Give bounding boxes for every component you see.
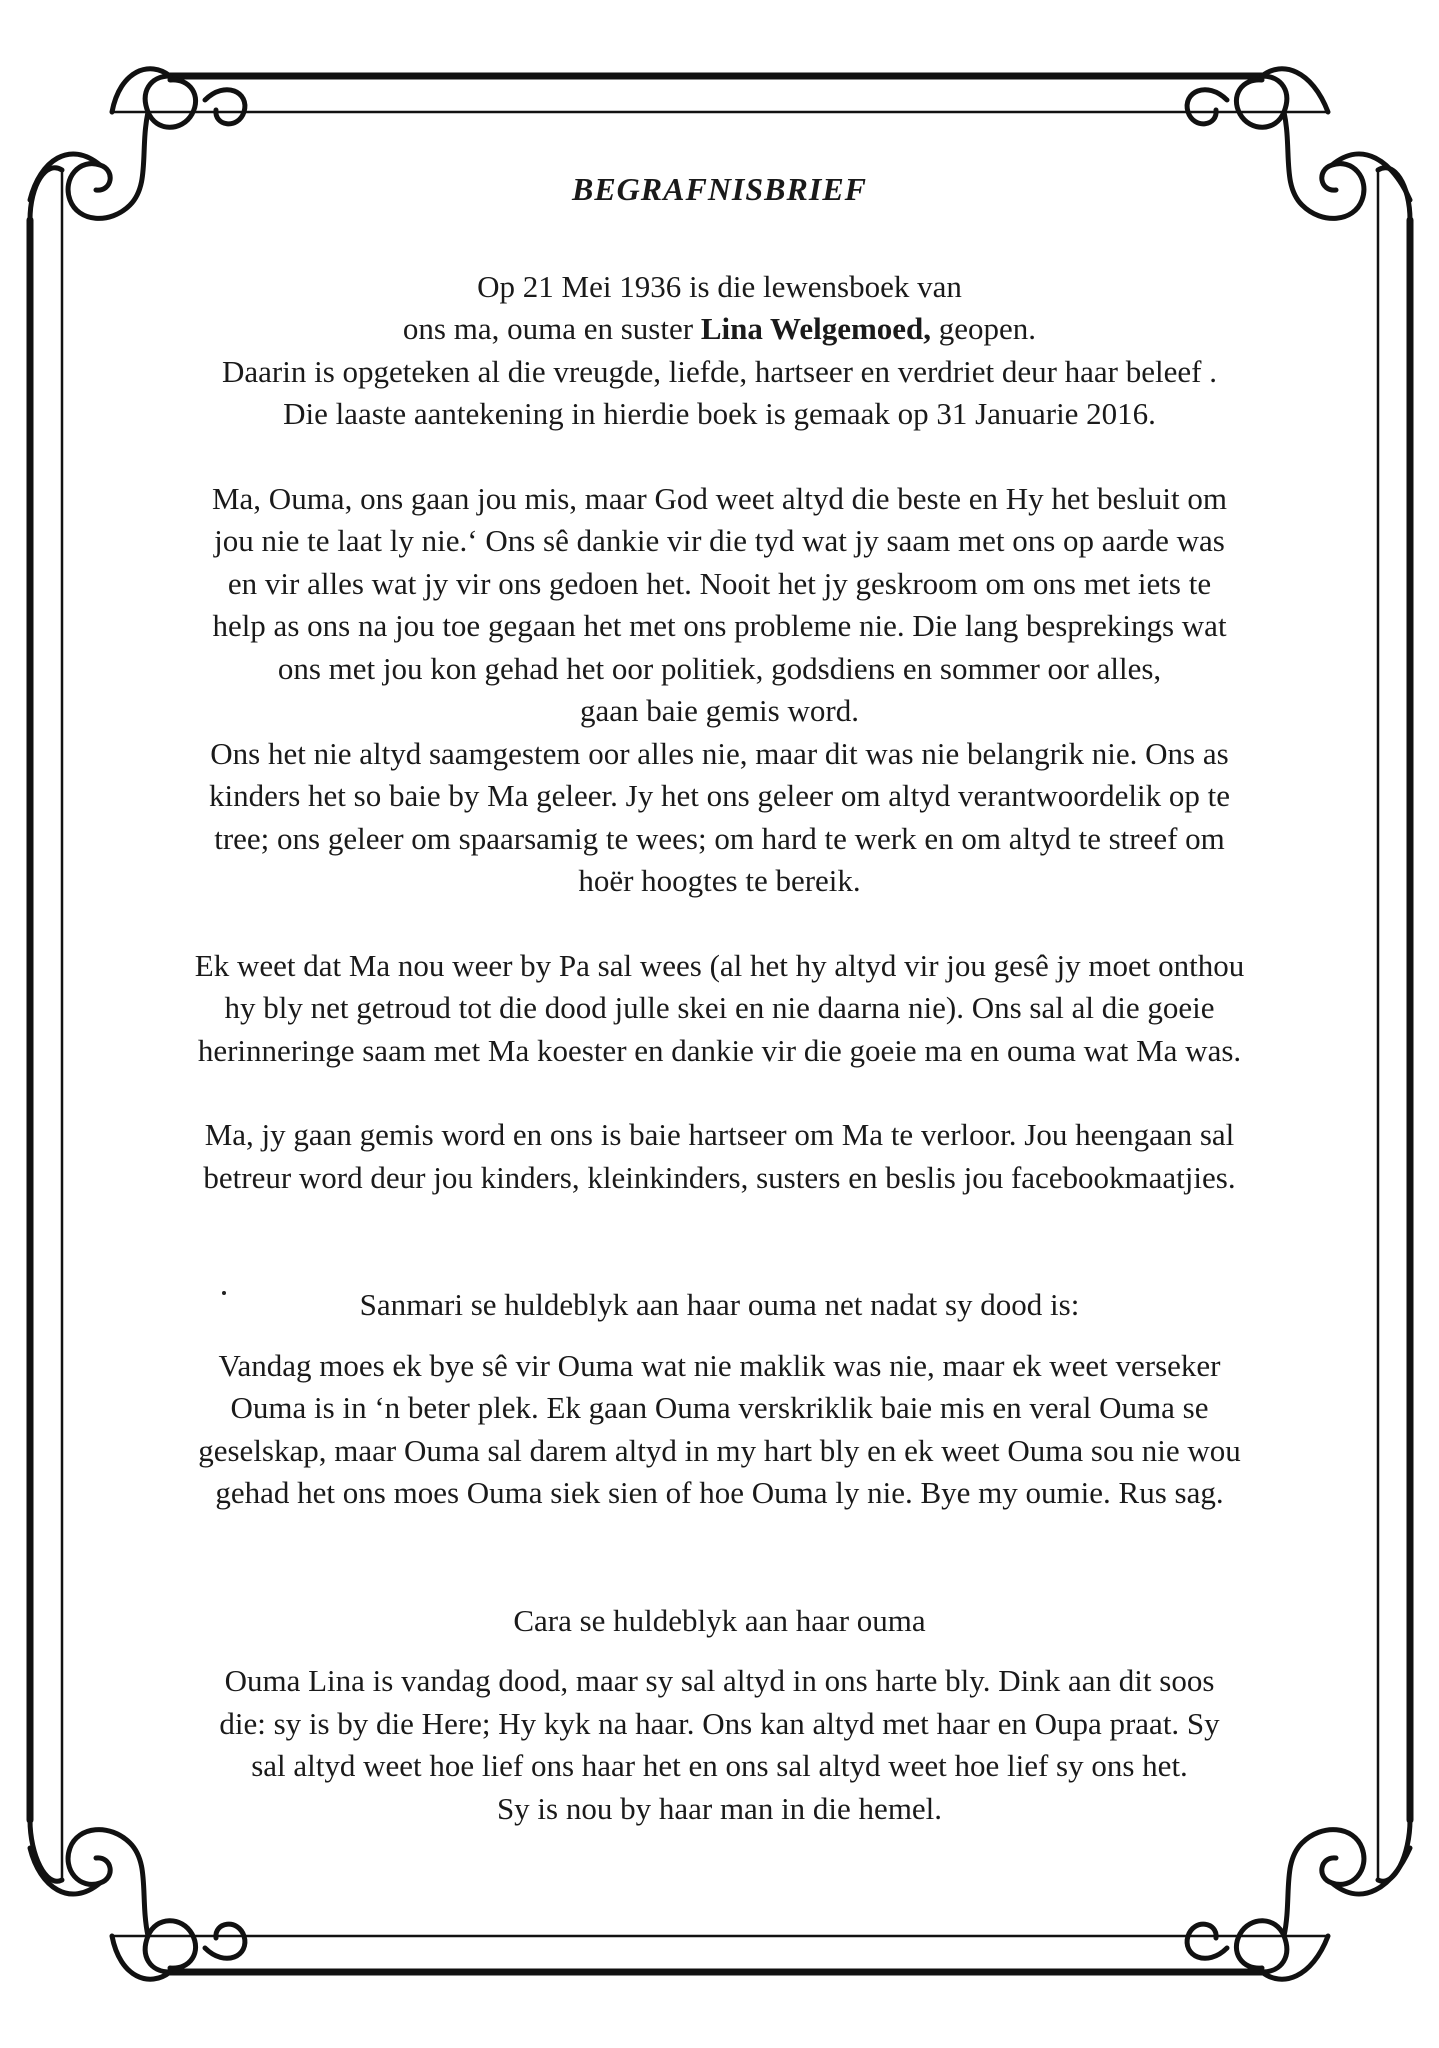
paragraph-line: gaan baie gemis word. bbox=[580, 693, 859, 728]
paragraph-line: herinneringe saam met Ma koester en dankie vir die goeie ma en ouma wat Ma was. bbox=[197, 1032, 1242, 1068]
tribute-line: Ouma Lina is vandag dood, maar sy sal altyd in ons harte bly. Dink aan dit soos bbox=[224, 1663, 1215, 1698]
tribute-line: Vandag moes ek bye sê vir Ouma wat nie maklik was nie, maar ek weet verseker bbox=[218, 1347, 1221, 1383]
intro-line-3: Daarin is opgeteken al die vreugde, liefde, hartseer en verdriet deur haar beleef . bbox=[222, 353, 1217, 389]
paragraph-line: help as ons na jou toe gegaan het met ons probleme nie. Die lang besprekings wat bbox=[212, 608, 1227, 643]
paragraph-line: hoër hoogtes te bereik. bbox=[578, 863, 861, 898]
deceased-name: Lina Welgemoed, bbox=[700, 311, 932, 346]
tribute-line: sal altyd weet hoe lief ons haar het en ons sal altyd weet hoe lief sy ons het. bbox=[251, 1748, 1188, 1783]
paragraph-2 bbox=[80, 478, 1359, 903]
tribute-line: geselskap, maar Ouma sal darem altyd in my hart bly en ek weet Ouma sou nie wou bbox=[198, 1432, 1241, 1468]
paragraph-line: en vir alles wat jy vir ons gedoen het. Nooit het jy geskroom om ons met iets te bbox=[227, 565, 1212, 601]
paragraph-line: Ma, Ouma, ons gaan jou mis, maar God weet altyd die beste en Hy het besluit om bbox=[211, 480, 1228, 516]
paragraph-line: Ma, jy gaan gemis word en ons is baie hartseer om Ma te verloor. Jou heengaan sal bbox=[204, 1117, 1235, 1152]
tribute-line: Ouma is in ‘n beter plek. Ek gaan Ouma verskriklik baie mis en veral Ouma se bbox=[230, 1390, 1209, 1425]
paragraph-line: tree; ons geleer om spaarsamig te wees; om hard te werk en om altyd te streef om bbox=[214, 820, 1225, 856]
letter-body bbox=[80, 168, 1359, 1830]
paragraph-line: Ek weet dat Ma nou weer by Pa sal wees (al het hy altyd vir jou gesê jy moet onthou bbox=[194, 947, 1245, 983]
paragraph-line: ons met jou kon gehad het oor politiek, godsdiens en sommer oor alles, bbox=[277, 650, 1162, 686]
paragraph-line: betreur word deur jou kinders, kleinkinders, susters en beslis jou facebookmaatjies. bbox=[203, 1159, 1236, 1195]
intro-line-4: Die laaste aantekening in hierdie boek is gemaak op 31 Januarie 2016. bbox=[283, 396, 1156, 431]
paragraph-4 bbox=[80, 1114, 1359, 1199]
tribute-line: Sy is nou by haar man in die hemel. bbox=[496, 1790, 943, 1826]
corner-ornament-bottom-right bbox=[1187, 1820, 1410, 1979]
intro-line-2-after: geopen. bbox=[931, 311, 1037, 346]
paragraph-line: kinders het so baie by Ma geleer. Jy het ons geleer om altyd verantwoordelik op te bbox=[209, 778, 1230, 813]
page-title: BEGRAFNISBRIEF bbox=[571, 171, 867, 207]
tribute-line: gehad het ons moes Ouma siek sien of hoe Ouma ly nie. Bye my oumie. Rus sag. bbox=[215, 1475, 1224, 1510]
intro-line-2 bbox=[80, 308, 1359, 351]
tribute-sanmari-heading: Sanmari se huldeblyk aan haar ouma net nadat sy dood is: bbox=[359, 1287, 1080, 1322]
tribute-line: die: sy is by die Here; Hy kyk na haar. Ons kan altyd met haar en Oupa praat. Sy bbox=[219, 1705, 1220, 1741]
paragraph-3 bbox=[80, 945, 1359, 1073]
intro-line-2-before: ons ma, ouma en suster bbox=[402, 311, 701, 346]
intro-line-1: Op 21 Mei 1936 is die lewensboek van bbox=[477, 268, 962, 304]
intro-paragraph bbox=[80, 266, 1359, 436]
tribute-cara bbox=[80, 1600, 1359, 1831]
paragraph-line: hy bly net getroud tot die dood julle skei en nie daarna nie). Ons sal al die goeie bbox=[224, 990, 1215, 1025]
tribute-cara-heading: Cara se huldeblyk aan haar ouma bbox=[513, 1602, 926, 1638]
paragraph-line: Ons het nie altyd saamgestem oor alles nie, maar dit was nie belangrik nie. Ons as bbox=[210, 735, 1229, 771]
paragraph-line: jou nie te laat ly nie.‘ Ons sê dankie vir die tyd wat jy saam met ons op aarde was bbox=[214, 523, 1225, 558]
tribute-sanmari bbox=[80, 1284, 1359, 1515]
